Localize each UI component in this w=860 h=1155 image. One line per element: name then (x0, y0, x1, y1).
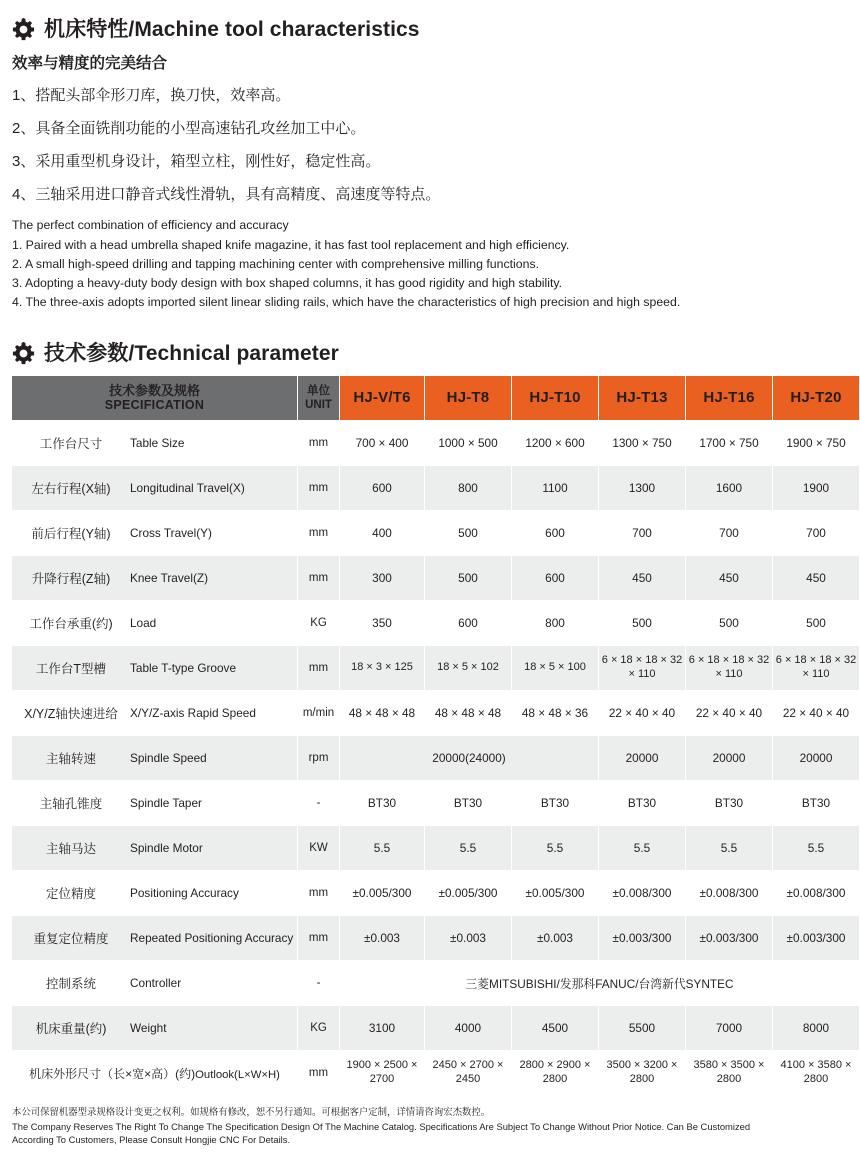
table-row (12, 421, 860, 466)
header-model-4: HJ-T13 (599, 376, 686, 421)
row-value: 1900 × 2500 × 2700 (340, 1051, 425, 1096)
table-row (12, 466, 860, 511)
header-specification-en: SPECIFICATION (104, 398, 205, 413)
row-value: 500 (599, 601, 686, 646)
row-value: 5.5 (425, 826, 512, 871)
characteristics-cn-line: 2、具备全面铣削功能的小型高速钻孔攻丝加工中心。 (12, 120, 366, 138)
row-label (12, 736, 298, 781)
section-header-characteristics (12, 18, 850, 41)
row-value: 20000 (599, 736, 686, 781)
row-value: BT30 (599, 781, 686, 826)
row-label-en: Positioning Accuracy (130, 886, 239, 901)
row-value: 350 (340, 601, 425, 646)
header-specification (12, 376, 298, 421)
row-value: ±0.008/300 (686, 871, 773, 916)
row-label (12, 916, 298, 961)
row-value: BT30 (340, 781, 425, 826)
row-value: 4500 (512, 1006, 599, 1051)
footer-disclaimer (12, 1105, 848, 1147)
row-value: ±0.005/300 (340, 871, 425, 916)
row-unit: mm (298, 871, 340, 916)
row-value: 3100 (340, 1006, 425, 1051)
row-label-en: Load (130, 616, 157, 631)
row-unit: KG (298, 601, 340, 646)
row-label-en: Cross Travel(Y) (130, 526, 212, 541)
header-model-5: HJ-T16 (686, 376, 773, 421)
row-value: 5.5 (599, 826, 686, 871)
row-value: 2450 × 2700 × 2450 (425, 1051, 512, 1096)
row-value: 5.5 (340, 826, 425, 871)
specification-table (11, 375, 860, 1096)
row-unit: rpm (298, 736, 340, 781)
row-label-cn: 工作台T型槽 (35, 662, 107, 677)
row-label-en: Table T-type Groove (130, 661, 237, 676)
row-value: ±0.003 (425, 916, 512, 961)
row-value: 450 (599, 556, 686, 601)
row-value: 5500 (599, 1006, 686, 1051)
table-row (12, 511, 860, 556)
row-label (12, 691, 298, 736)
row-value: ±0.003 (512, 916, 599, 961)
table-row (12, 961, 860, 1006)
header-model-6: HJ-T20 (773, 376, 860, 421)
row-value: 22 × 40 × 40 (599, 691, 686, 736)
characteristics-en-line: 2. A small high-speed drilling and tapping machining center with comprehensive milling functions. (12, 257, 540, 272)
header-model-1: HJ-V/T6 (340, 376, 425, 421)
row-value: BT30 (425, 781, 512, 826)
row-value: 500 (686, 601, 773, 646)
header-unit-en: UNIT (305, 399, 332, 412)
gear-icon (12, 18, 35, 41)
row-label-cn: 工作台尺寸 (39, 437, 103, 452)
row-unit: mm (298, 466, 340, 511)
row-label-en: Controller (130, 976, 182, 991)
row-value: 1900 × 750 (773, 421, 860, 466)
row-value: ±0.003/300 (773, 916, 860, 961)
row-value: 500 (773, 601, 860, 646)
row-value: 1900 (773, 466, 860, 511)
row-label-cn: 左右行程(X轴) (31, 482, 111, 497)
row-unit: m/min (298, 691, 340, 736)
table-row (12, 871, 860, 916)
footer-en-line-1: The Company Reserves The Right To Change The Specification Design Of The Machine Catalog. Specifications Are Subject To Change Without Prior Notice. Can Be Customized (12, 1120, 751, 1132)
row-label-cn: 定位精度 (45, 887, 96, 902)
row-value: 48 × 48 × 48 (340, 691, 425, 736)
row-value: 7000 (686, 1006, 773, 1051)
row-value: 300 (340, 556, 425, 601)
row-unit: mm (298, 646, 340, 691)
table-row (12, 781, 860, 826)
row-value: ±0.008/300 (599, 871, 686, 916)
row-unit: KW (298, 826, 340, 871)
row-value: 22 × 40 × 40 (773, 691, 860, 736)
row-label-en: Weight (130, 1021, 167, 1036)
row-value: 48 × 48 × 48 (425, 691, 512, 736)
row-value: ±0.003/300 (599, 916, 686, 961)
row-unit: mm (298, 511, 340, 556)
row-value: 3580 × 3500 × 2800 (686, 1051, 773, 1096)
row-value: BT30 (686, 781, 773, 826)
characteristics-en-line: 1. Paired with a head umbrella shaped knife magazine, it has fast tool replacement and high efficiency. (12, 238, 570, 253)
table-row (12, 646, 860, 691)
row-unit: mm (298, 1051, 340, 1096)
footer-en-line-2: According To Customers, Please Consult Hongjie CNC For Details. (12, 1134, 291, 1146)
row-label (12, 511, 298, 556)
characteristics-en-heading: The perfect combination of efficiency and accuracy (12, 218, 289, 233)
row-value: 600 (512, 511, 599, 556)
row-label-en: Repeated Positioning Accuracy (130, 931, 294, 946)
table-header (12, 376, 860, 421)
characteristics-cn-line: 3、采用重型机身设计，箱型立柱，刚性好，稳定性高。 (12, 153, 381, 171)
row-label-en: Outlook(L×W×H) (195, 1068, 280, 1081)
row-value: ±0.003/300 (686, 916, 773, 961)
row-label (12, 466, 298, 511)
row-label-cn: 机床重量(约) (35, 1022, 107, 1037)
row-value: 800 (425, 466, 512, 511)
row-label (12, 781, 298, 826)
row-value: ±0.003 (340, 916, 425, 961)
row-label-cn: 工作台承重(约) (29, 617, 113, 632)
row-value: BT30 (512, 781, 599, 826)
row-label-en: Spindle Speed (130, 751, 207, 766)
row-value: 3500 × 3200 × 2800 (599, 1051, 686, 1096)
row-value: 1100 (512, 466, 599, 511)
row-value: 5.5 (512, 826, 599, 871)
row-value: 600 (512, 556, 599, 601)
characteristics-en-line: 3. Adopting a heavy-duty body design with box shaped columns, it has good rigidity and high stability. (12, 276, 563, 291)
table-row (12, 826, 860, 871)
row-label-cn: X/Y/Z轴快速进给 (24, 707, 118, 722)
row-value: 700 × 400 (340, 421, 425, 466)
row-value: 20000 (686, 736, 773, 781)
row-value: 4000 (425, 1006, 512, 1051)
row-value: 22 × 40 × 40 (686, 691, 773, 736)
row-value: 600 (340, 466, 425, 511)
row-value-merged: 20000(24000) (340, 736, 599, 781)
row-value: ±0.008/300 (773, 871, 860, 916)
table-body (12, 421, 860, 1096)
table-row (12, 1051, 860, 1096)
row-label-en: Longitudinal Travel(X) (130, 481, 245, 496)
section-header-parameters (12, 342, 850, 365)
row-label (12, 1051, 298, 1096)
row-value: 500 (425, 556, 512, 601)
row-value: 18 × 5 × 100 (512, 646, 599, 691)
row-label-en: Spindle Motor (130, 841, 203, 856)
row-unit: - (298, 961, 340, 1006)
row-value: 700 (599, 511, 686, 556)
row-value: 6 × 18 × 18 × 32 × 110 (773, 646, 860, 691)
row-label (12, 601, 298, 646)
row-unit: mm (298, 421, 340, 466)
row-value: 400 (340, 511, 425, 556)
row-value: 18 × 5 × 102 (425, 646, 512, 691)
table-row (12, 691, 860, 736)
table-row (12, 1006, 860, 1051)
row-value: 6 × 18 × 18 × 32 × 110 (686, 646, 773, 691)
row-label (12, 646, 298, 691)
row-label-cn: 重复定位精度 (33, 932, 109, 947)
row-value: ±0.005/300 (512, 871, 599, 916)
row-label-en: Knee Travel(Z) (130, 571, 209, 586)
row-value: 1000 × 500 (425, 421, 512, 466)
row-label-en: Spindle Taper (130, 796, 202, 811)
row-label-cn: 主轴孔锥度 (39, 797, 103, 812)
table-row (12, 601, 860, 646)
row-value: 1300 × 750 (599, 421, 686, 466)
table-row (12, 916, 860, 961)
row-value: 6 × 18 × 18 × 32 × 110 (599, 646, 686, 691)
row-value: 1200 × 600 (512, 421, 599, 466)
header-model-2: HJ-T8 (425, 376, 512, 421)
row-value: 20000 (773, 736, 860, 781)
characteristics-cn-line: 1、搭配头部伞形刀库，换刀快，效率高。 (12, 87, 291, 105)
row-label-cn: 前后行程(Y轴) (31, 527, 111, 542)
row-unit: mm (298, 556, 340, 601)
row-unit: - (298, 781, 340, 826)
row-unit: mm (298, 916, 340, 961)
footer-cn: 本公司保留机器型录规格设计变更之权利。如规格有修改，恕不另行通知。可根据客户定制，详情请咨询宏杰数控。 (12, 1106, 491, 1118)
table-row (12, 736, 860, 781)
page-title: 机床特性/Machine tool characteristics (44, 18, 420, 41)
row-value: 5.5 (686, 826, 773, 871)
row-value: 450 (773, 556, 860, 601)
row-label-cn: 升降行程(Z轴) (31, 572, 111, 587)
row-value-merged: 三菱MITSUBISHI/发那科FANUC/台湾新代SYNTEC (340, 961, 860, 1006)
row-label (12, 556, 298, 601)
header-unit-cn: 单位 (307, 385, 330, 398)
row-label (12, 1006, 298, 1051)
row-label-cn: 主轴马达 (45, 842, 96, 857)
spacer (10, 314, 850, 336)
row-value: 2800 × 2900 × 2800 (512, 1051, 599, 1096)
characteristics-cn-line: 4、三轴采用进口静音式线性滑轨，具有高精度、高速度等特点。 (12, 186, 441, 204)
row-label-cn: 主轴转速 (45, 752, 96, 767)
row-value: 1300 (599, 466, 686, 511)
row-label-cn: 控制系统 (45, 977, 96, 992)
row-label (12, 871, 298, 916)
row-value: 5.5 (773, 826, 860, 871)
row-label (12, 421, 298, 466)
row-value: 1600 (686, 466, 773, 511)
table-row (12, 556, 860, 601)
row-value: BT30 (773, 781, 860, 826)
row-value: 1700 × 750 (686, 421, 773, 466)
table-header-row (12, 376, 860, 421)
row-value: ±0.005/300 (425, 871, 512, 916)
row-label-en: X/Y/Z-axis Rapid Speed (130, 706, 256, 721)
row-value: 48 × 48 × 36 (512, 691, 599, 736)
header-specification-cn: 技术参数及规格 (108, 382, 200, 398)
gear-icon (12, 342, 35, 365)
row-value: 800 (512, 601, 599, 646)
row-label-en: Table Size (130, 436, 185, 451)
header-unit (298, 376, 340, 421)
parameters-title: 技术参数/Technical parameter (44, 342, 339, 366)
row-value: 8000 (773, 1006, 860, 1051)
row-value: 450 (686, 556, 773, 601)
row-label-cn: 机床外形尺寸（长×宽×高）(约) (29, 1066, 196, 1081)
row-value: 700 (686, 511, 773, 556)
row-value: 18 × 3 × 125 (340, 646, 425, 691)
row-unit: KG (298, 1006, 340, 1051)
characteristics-en-line: 4. The three-axis adopts imported silent linear sliding rails, which have the characteristics of high precision and high speed. (12, 295, 681, 310)
row-value: 500 (425, 511, 512, 556)
row-label (12, 826, 298, 871)
row-value: 700 (773, 511, 860, 556)
row-value: 4100 × 3580 × 2800 (773, 1051, 860, 1096)
characteristics-subtitle: 效率与精度的完美结合 (12, 55, 168, 73)
row-value: 600 (425, 601, 512, 646)
header-model-3: HJ-T10 (512, 376, 599, 421)
row-label (12, 961, 298, 1006)
